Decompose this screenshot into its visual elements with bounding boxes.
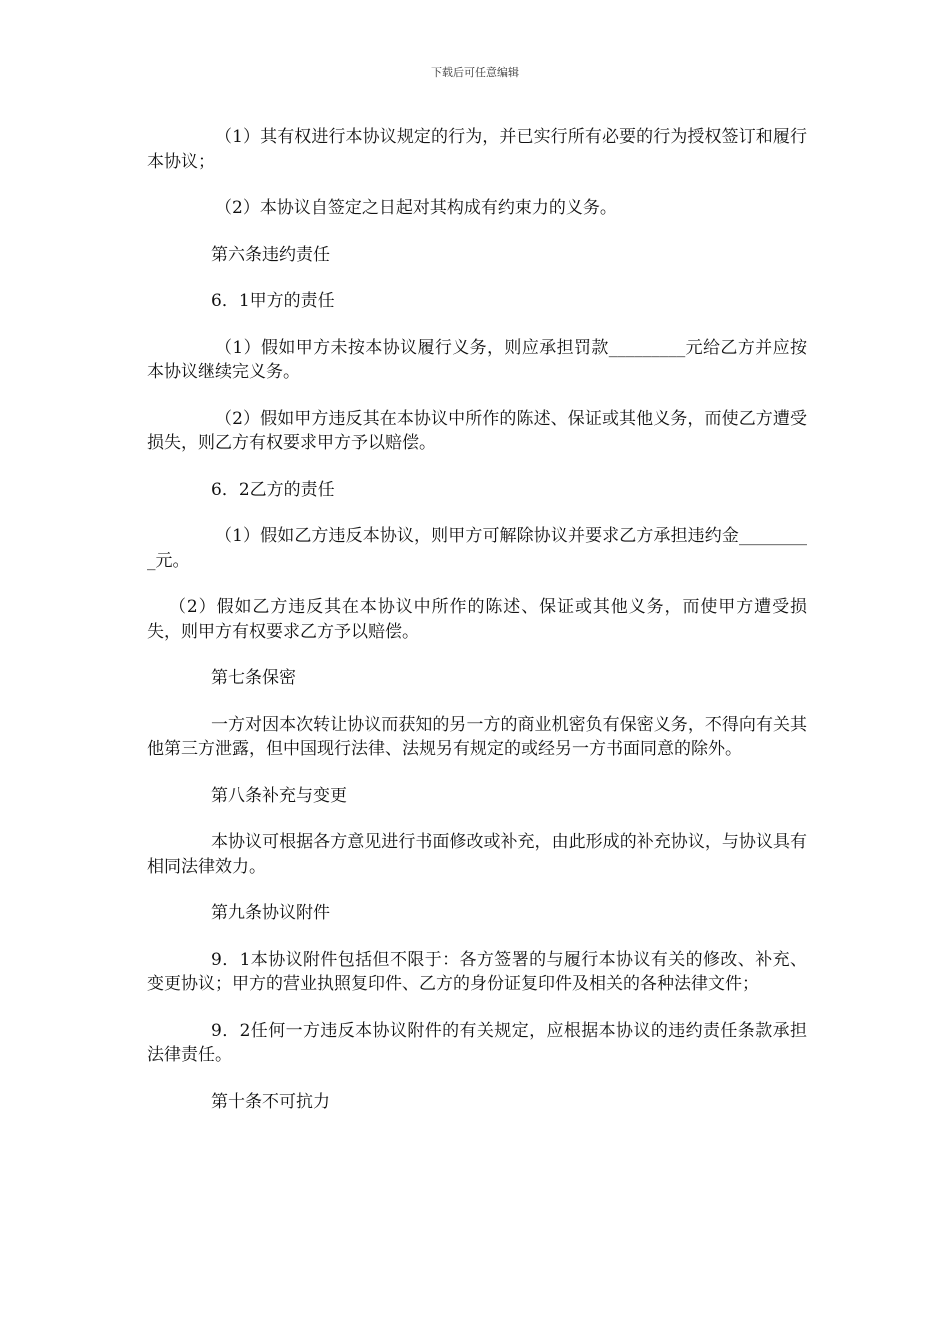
document-body	[147, 125, 807, 1136]
page-header: 下载后可任意编辑	[431, 66, 519, 79]
article-9-heading: 第九条协议附件	[211, 903, 330, 923]
section-6-2-item-2: （2）假如乙方违反其在本协议中所作的陈述、保证或其他义务，而使甲方遭受损失，则甲方有权要求乙方予以赔偿。	[147, 597, 807, 642]
section-9-2: 9．2任何一方违反本协议附件的有关规定，应根据本协议的违约责任条款承担法律责任。	[147, 1020, 807, 1065]
article-8-body: 本协议可根据各方意见进行书面修改或补充，由此形成的补充协议，与协议具有相同法律效力。	[147, 832, 807, 877]
article-7-heading: 第七条保密	[211, 668, 296, 688]
section-6-1-item-1: （1）假如甲方未按本协议履行义务，则应承担罚款_________元给乙方并应按本协议继续完义务。	[147, 337, 807, 382]
article-7-body: 一方对因本次转让协议而获知的另一方的商业机密负有保密义务，不得向有关其他第三方泄露，但中国现行法律、法规另有规定的或经另一方书面同意的除外。	[147, 714, 807, 759]
section-6-2-heading: 6．2乙方的责任	[211, 479, 335, 500]
article-8-heading: 第八条补充与变更	[211, 785, 347, 806]
section-6-1-item-2: （2）假如甲方违反其在本协议中所作的陈述、保证或其他义务，而使乙方遭受损失，则乙方有权要求甲方予以赔偿。	[147, 408, 807, 453]
article-6-heading: 第六条违约责任	[211, 244, 330, 265]
section-6-1-heading: 6．1甲方的责任	[211, 291, 335, 311]
section-6-2-item-1: （1）假如乙方违反本协议，则甲方可解除协议并要求乙方承担违约金_________元。	[147, 526, 807, 571]
clause-5-item-2: （2）本协议自签定之日起对其构成有约束力的义务。	[215, 198, 617, 218]
article-10-heading: 第十条不可抗力	[211, 1091, 330, 1112]
section-9-1: 9．1本协议附件包括但不限于：各方签署的与履行本协议有关的修改、补充、变更协议；甲方的营业执照复印件、乙方的身份证复印件及相关的各种法律文件；	[147, 949, 807, 994]
clause-5-item-1: （1）其有权进行本协议规定的行为，并已实行所有必要的行为授权签订和履行本协议；	[147, 127, 807, 172]
